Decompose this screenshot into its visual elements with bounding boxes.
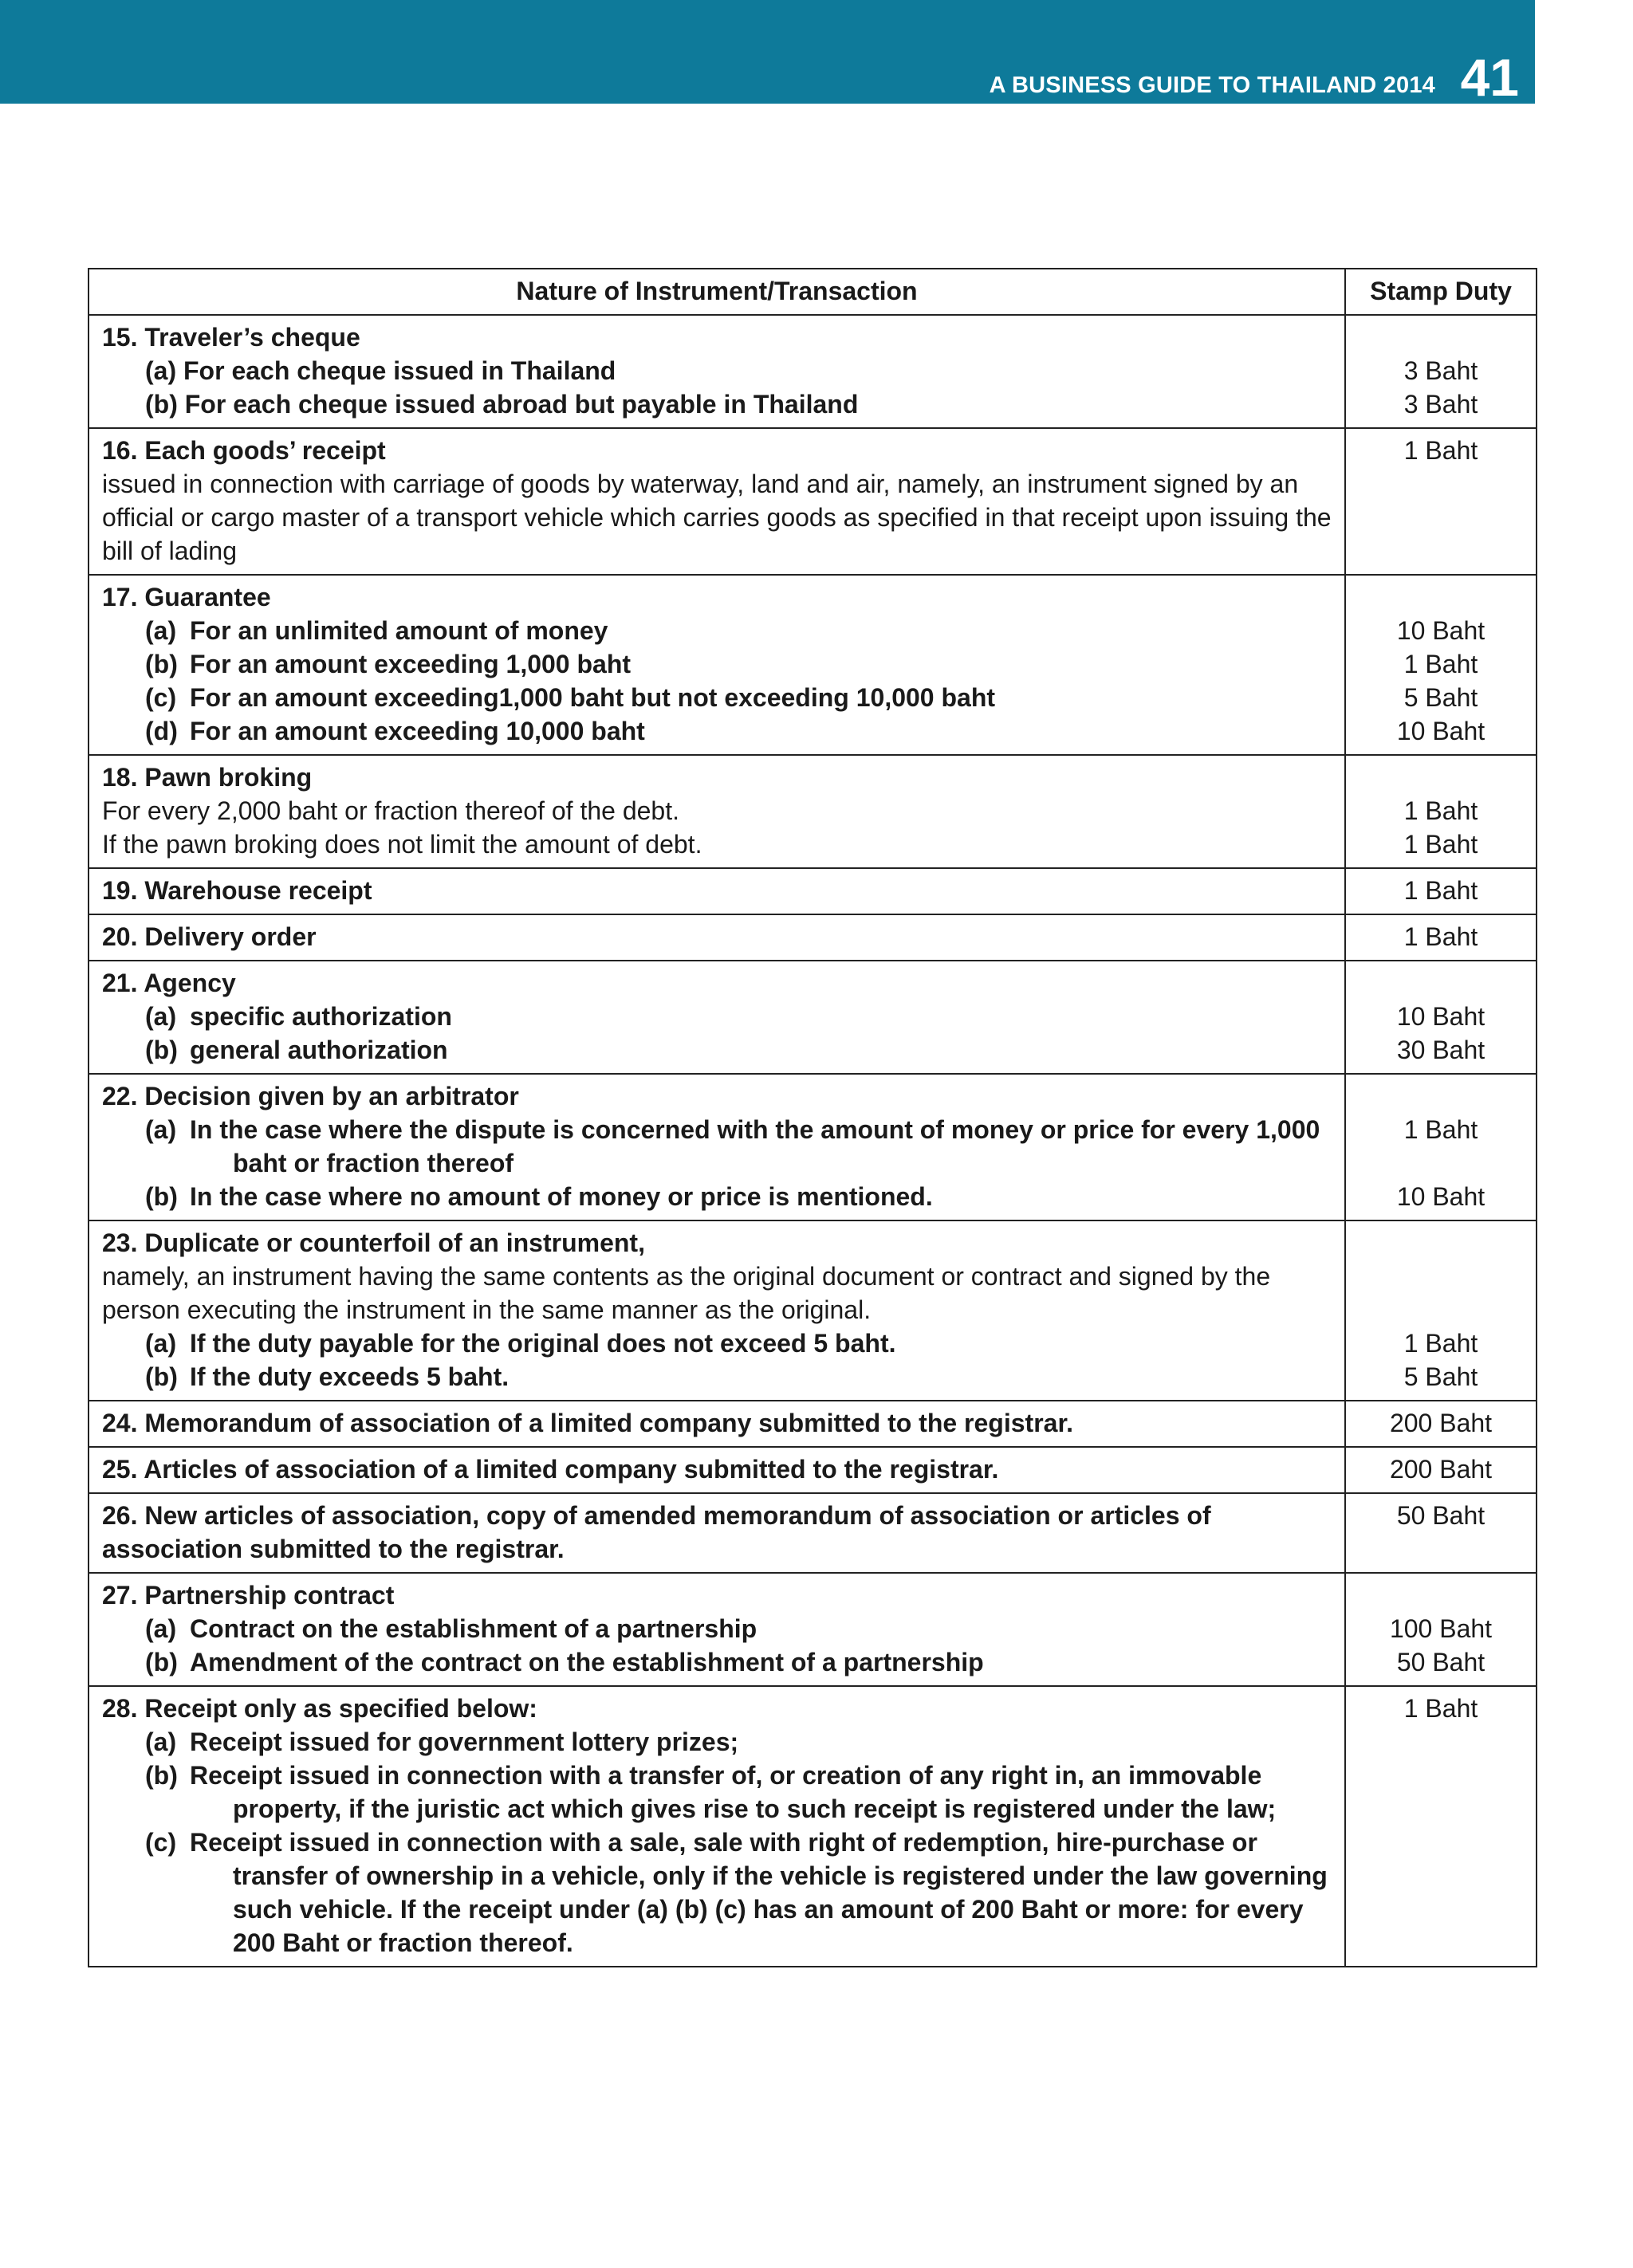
item-heading: 20. Delivery order bbox=[102, 922, 317, 951]
nature-cell bbox=[89, 1573, 1345, 1686]
item-description: namely, an instrument having the same contents as the original document or contract and signed by the person executing the instrument in the same manner as the original. bbox=[102, 1262, 1271, 1324]
sub-item: (c) For an amount exceeding1,000 baht but not exceeding 10,000 baht bbox=[145, 683, 996, 712]
page-number: 41 bbox=[1460, 48, 1519, 107]
duty-value: 10 Baht bbox=[1396, 1182, 1485, 1211]
duty-value: 50 Baht bbox=[1396, 1648, 1485, 1676]
duty-value: 10 Baht bbox=[1396, 717, 1485, 745]
table-row bbox=[89, 315, 1537, 428]
duty-cell bbox=[1345, 315, 1537, 428]
table-row bbox=[89, 961, 1537, 1074]
duty-value: 1 Baht bbox=[1403, 796, 1478, 825]
duty-cell bbox=[1345, 575, 1537, 755]
column-header-nature: Nature of Instrument/Transaction bbox=[89, 269, 1345, 315]
sub-item: (b) For an amount exceeding 1,000 baht bbox=[145, 650, 632, 678]
nature-cell bbox=[89, 315, 1345, 428]
sub-item: (b) Amendment of the contract on the establishment of a partnership bbox=[145, 1648, 984, 1676]
duty-value: 1 Baht bbox=[1403, 436, 1478, 465]
nature-cell bbox=[89, 1686, 1345, 1967]
duty-value: 100 Baht bbox=[1389, 1614, 1493, 1643]
sub-item: (a) Receipt issued for government lottery prizes; bbox=[145, 1728, 739, 1756]
nature-cell bbox=[89, 1401, 1345, 1447]
duty-value: 1 Baht bbox=[1403, 1115, 1478, 1144]
sub-item: (a) specific authorization bbox=[145, 1002, 452, 1031]
duty-value: 3 Baht bbox=[1403, 356, 1478, 385]
table-row bbox=[89, 1573, 1537, 1686]
nature-cell bbox=[89, 1493, 1345, 1573]
duty-cell bbox=[1345, 1686, 1537, 1967]
page-header-band bbox=[0, 0, 1535, 107]
sub-item: (a) Contract on the establishment of a partnership bbox=[145, 1614, 757, 1643]
table-row bbox=[89, 1686, 1537, 1967]
duty-value: 1 Baht bbox=[1403, 876, 1478, 905]
duty-cell bbox=[1345, 1074, 1537, 1220]
sub-item: (a) For an unlimited amount of money bbox=[145, 616, 608, 645]
sub-item: (b) For each cheque issued abroad but payable in Thailand bbox=[145, 390, 859, 419]
sub-item: (d) For an amount exceeding 10,000 baht bbox=[145, 717, 645, 745]
table-row bbox=[89, 1401, 1537, 1447]
duty-value: 200 Baht bbox=[1389, 1409, 1493, 1437]
item-heading: 19. Warehouse receipt bbox=[102, 876, 372, 905]
table-row bbox=[89, 868, 1537, 914]
nature-cell bbox=[89, 1447, 1345, 1493]
table-row bbox=[89, 428, 1537, 575]
item-heading: 16. Each goods’ receipt bbox=[102, 436, 386, 465]
duty-value: 10 Baht bbox=[1396, 616, 1485, 645]
table-row bbox=[89, 1074, 1537, 1220]
duty-value: 50 Baht bbox=[1396, 1501, 1485, 1530]
nature-cell bbox=[89, 961, 1345, 1074]
nature-cell bbox=[89, 755, 1345, 868]
item-heading: 27. Partnership contract bbox=[102, 1581, 395, 1610]
nature-cell bbox=[89, 1220, 1345, 1401]
item-heading: 15. Traveler’s cheque bbox=[102, 323, 360, 352]
duty-value: 5 Baht bbox=[1403, 683, 1478, 712]
duty-value: 1 Baht bbox=[1403, 922, 1478, 951]
duty-cell bbox=[1345, 755, 1537, 868]
sub-item: (b) Receipt issued in connection with a transfer of, or creation of any right in, an immovable property, if the juristic act which gives rise to such receipt is registered under the law; bbox=[145, 1761, 1277, 1823]
publication-title: A BUSINESS GUIDE TO THAILAND 2014 bbox=[989, 73, 1435, 98]
duty-value: 1 Baht bbox=[1403, 1694, 1478, 1723]
table-header-row bbox=[89, 269, 1537, 315]
duty-value: 1 Baht bbox=[1403, 650, 1478, 678]
nature-cell bbox=[89, 868, 1345, 914]
item-description: For every 2,000 baht or fraction thereof of the debt. bbox=[102, 796, 679, 825]
duty-cell bbox=[1345, 1447, 1537, 1493]
table-row bbox=[89, 575, 1537, 755]
item-heading: 18. Pawn broking bbox=[102, 763, 313, 792]
table-row bbox=[89, 1493, 1537, 1573]
nature-cell bbox=[89, 914, 1345, 961]
item-description: If the pawn broking does not limit the amount of debt. bbox=[102, 830, 702, 859]
sub-item: (b) If the duty exceeds 5 baht. bbox=[145, 1362, 510, 1391]
table-row bbox=[89, 1220, 1537, 1401]
sub-item: (a) For each cheque issued in Thailand bbox=[145, 356, 616, 385]
nature-cell bbox=[89, 1074, 1345, 1220]
column-header-duty: Stamp Duty bbox=[1345, 269, 1537, 315]
sub-item: (c) Receipt issued in connection with a sale, sale with right of redemption, hire-purchase or transfer of ownership in a vehicle, only if the vehicle is registered under the law governing such vehicle. If the receipt under (a) (b) (c) has an amount of 200 Baht or more: for every 200 Baht or fraction thereof. bbox=[145, 1828, 1328, 1957]
duty-value: 10 Baht bbox=[1396, 1002, 1485, 1031]
duty-cell bbox=[1345, 428, 1537, 575]
duty-value: 5 Baht bbox=[1403, 1362, 1478, 1391]
sub-item: (a) In the case where the dispute is concerned with the amount of money or price for every 1,000 baht or fraction thereof bbox=[145, 1115, 1320, 1177]
table-row bbox=[89, 755, 1537, 868]
table-row bbox=[89, 1447, 1537, 1493]
duty-value: 3 Baht bbox=[1403, 390, 1478, 419]
item-heading: 17. Guarantee bbox=[102, 583, 271, 611]
item-heading: 25. Articles of association of a limited company submitted to the registrar. bbox=[102, 1455, 999, 1484]
item-heading: 26. New articles of association, copy of amended memorandum of association or articles of association submitted to the registrar. bbox=[102, 1501, 1211, 1563]
item-heading: 23. Duplicate or counterfoil of an instrument, bbox=[102, 1228, 645, 1257]
nature-cell bbox=[89, 428, 1345, 575]
duty-cell bbox=[1345, 1573, 1537, 1686]
duty-value: 1 Baht bbox=[1403, 1329, 1478, 1358]
item-heading: 24. Memorandum of association of a limited company submitted to the registrar. bbox=[102, 1409, 1074, 1437]
duty-cell bbox=[1345, 961, 1537, 1074]
item-description: issued in connection with carriage of goods by waterway, land and air, namely, an instrument signed by an official or cargo master of a transport vehicle which carries goods as specified in that receipt upon issuing the bill of lading bbox=[102, 470, 1332, 565]
item-heading: 22. Decision given by an arbitrator bbox=[102, 1082, 519, 1110]
nature-cell bbox=[89, 575, 1345, 755]
duty-cell bbox=[1345, 1493, 1537, 1573]
duty-cell bbox=[1345, 914, 1537, 961]
duty-value: 200 Baht bbox=[1389, 1455, 1493, 1484]
sub-item: (b) general authorization bbox=[145, 1036, 448, 1064]
duty-cell bbox=[1345, 1401, 1537, 1447]
duty-cell bbox=[1345, 1220, 1537, 1401]
table-row bbox=[89, 914, 1537, 961]
sub-item: (b) In the case where no amount of money or price is mentioned. bbox=[145, 1182, 933, 1211]
item-heading: 21. Agency bbox=[102, 969, 236, 997]
duty-cell bbox=[1345, 868, 1537, 914]
duty-value: 1 Baht bbox=[1403, 830, 1478, 859]
duty-value: 30 Baht bbox=[1396, 1036, 1485, 1064]
stamp-duty-table bbox=[88, 268, 1537, 1967]
item-heading: 28. Receipt only as specified below: bbox=[102, 1694, 537, 1723]
sub-item: (a) If the duty payable for the original does not exceed 5 baht. bbox=[145, 1329, 896, 1358]
